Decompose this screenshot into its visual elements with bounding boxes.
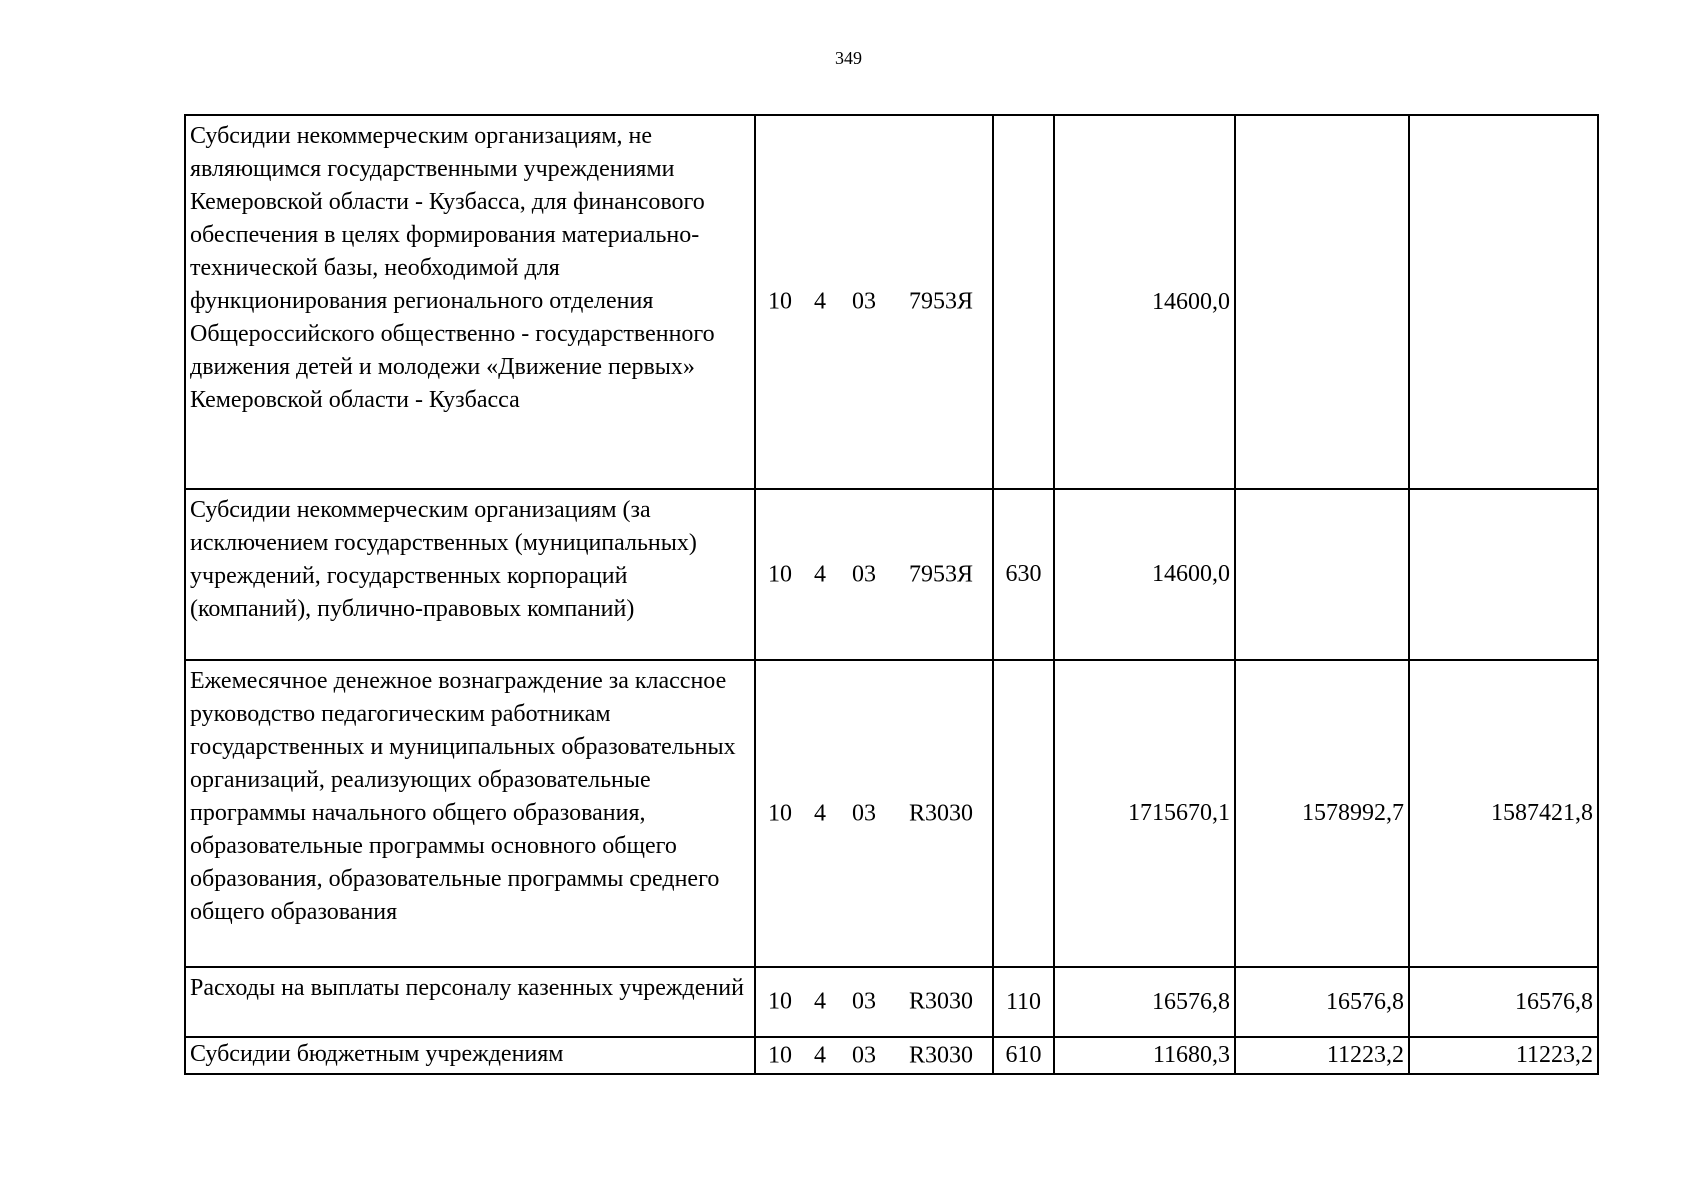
expense-type-code: 630 — [993, 489, 1054, 660]
row-name: Субсидии бюджетным учреждениям — [185, 1037, 755, 1074]
amount-year-2: 1578992,7 — [1235, 660, 1409, 967]
table-row — [185, 489, 1598, 660]
table-row — [185, 660, 1598, 967]
section-code: 10 — [768, 1042, 792, 1068]
subsection-code: 4 — [814, 988, 826, 1015]
subsection-code: 4 — [814, 1042, 826, 1068]
amount-year-1: 11680,3 — [1054, 1037, 1235, 1074]
amount-year-2: 11223,2 — [1235, 1037, 1409, 1074]
amount-year-2 — [1235, 115, 1409, 489]
target-article-code: 7953Я — [909, 288, 974, 315]
amount-year-2: 16576,8 — [1235, 967, 1409, 1037]
program-code: 03 — [852, 561, 876, 587]
expense-type-code — [993, 115, 1054, 489]
row-name: Субсидии некоммерческим организациям (за исключением государственных (муниципальных) учреждений, государственных корпораций (компаний), публично-правовых компаний) — [185, 489, 755, 660]
program-code: 03 — [852, 288, 876, 315]
subsection-code: 4 — [814, 288, 826, 315]
section-code: 10 — [768, 988, 792, 1015]
row-codes — [755, 660, 993, 967]
section-code: 10 — [768, 800, 792, 826]
subsection-code: 4 — [814, 561, 826, 587]
table-row — [185, 1037, 1598, 1074]
amount-year-2 — [1235, 489, 1409, 660]
program-code: 03 — [852, 1042, 876, 1068]
program-code: 03 — [852, 988, 876, 1015]
row-codes — [755, 489, 993, 660]
subsection-code: 4 — [814, 800, 826, 826]
amount-year-1: 16576,8 — [1054, 967, 1235, 1037]
amount-year-1: 14600,0 — [1054, 489, 1235, 660]
expense-type-code: 610 — [993, 1037, 1054, 1074]
section-code: 10 — [768, 288, 792, 315]
section-code: 10 — [768, 561, 792, 587]
target-article-code: R3030 — [909, 800, 974, 826]
row-codes — [755, 967, 993, 1037]
expense-type-code — [993, 660, 1054, 967]
amount-year-3 — [1409, 489, 1598, 660]
amount-year-1: 14600,0 — [1054, 115, 1235, 489]
amount-year-3: 16576,8 — [1409, 967, 1598, 1037]
expense-type-code: 110 — [993, 967, 1054, 1037]
program-code: 03 — [852, 800, 876, 826]
amount-year-3 — [1409, 115, 1598, 489]
row-codes — [755, 1037, 993, 1074]
row-name: Расходы на выплаты персоналу казенных учреждений — [185, 967, 755, 1037]
page-number: 349 — [835, 48, 862, 68]
amount-year-3: 11223,2 — [1409, 1037, 1598, 1074]
row-name: Субсидии некоммерческим организациям, не являющимся государственными учреждениями Кемеровской области - Кузбасса, для финансового обеспечения в целях формирования материально-технической базы, необходимой для функционирования регионального отделения Общероссийского общественно - государственного движения детей и молодежи «Движение первых» Кемеровской области - Кузбасса — [185, 115, 755, 489]
row-codes — [755, 115, 993, 489]
target-article-code: R3030 — [909, 988, 974, 1015]
target-article-code: 7953Я — [909, 561, 974, 587]
target-article-code: R3030 — [909, 1042, 974, 1068]
row-name: Ежемесячное денежное вознаграждение за классное руководство педагогическим работникам государственных и муниципальных образовательных организаций, реализующих образовательные программы начального общего образования, образовательные программы основного общего образования, образовательные программы среднего общего образования — [185, 660, 755, 967]
amount-year-3: 1587421,8 — [1409, 660, 1598, 967]
budget-table — [184, 114, 1599, 1075]
amount-year-1: 1715670,1 — [1054, 660, 1235, 967]
table-row — [185, 115, 1598, 489]
table-row — [185, 967, 1598, 1037]
